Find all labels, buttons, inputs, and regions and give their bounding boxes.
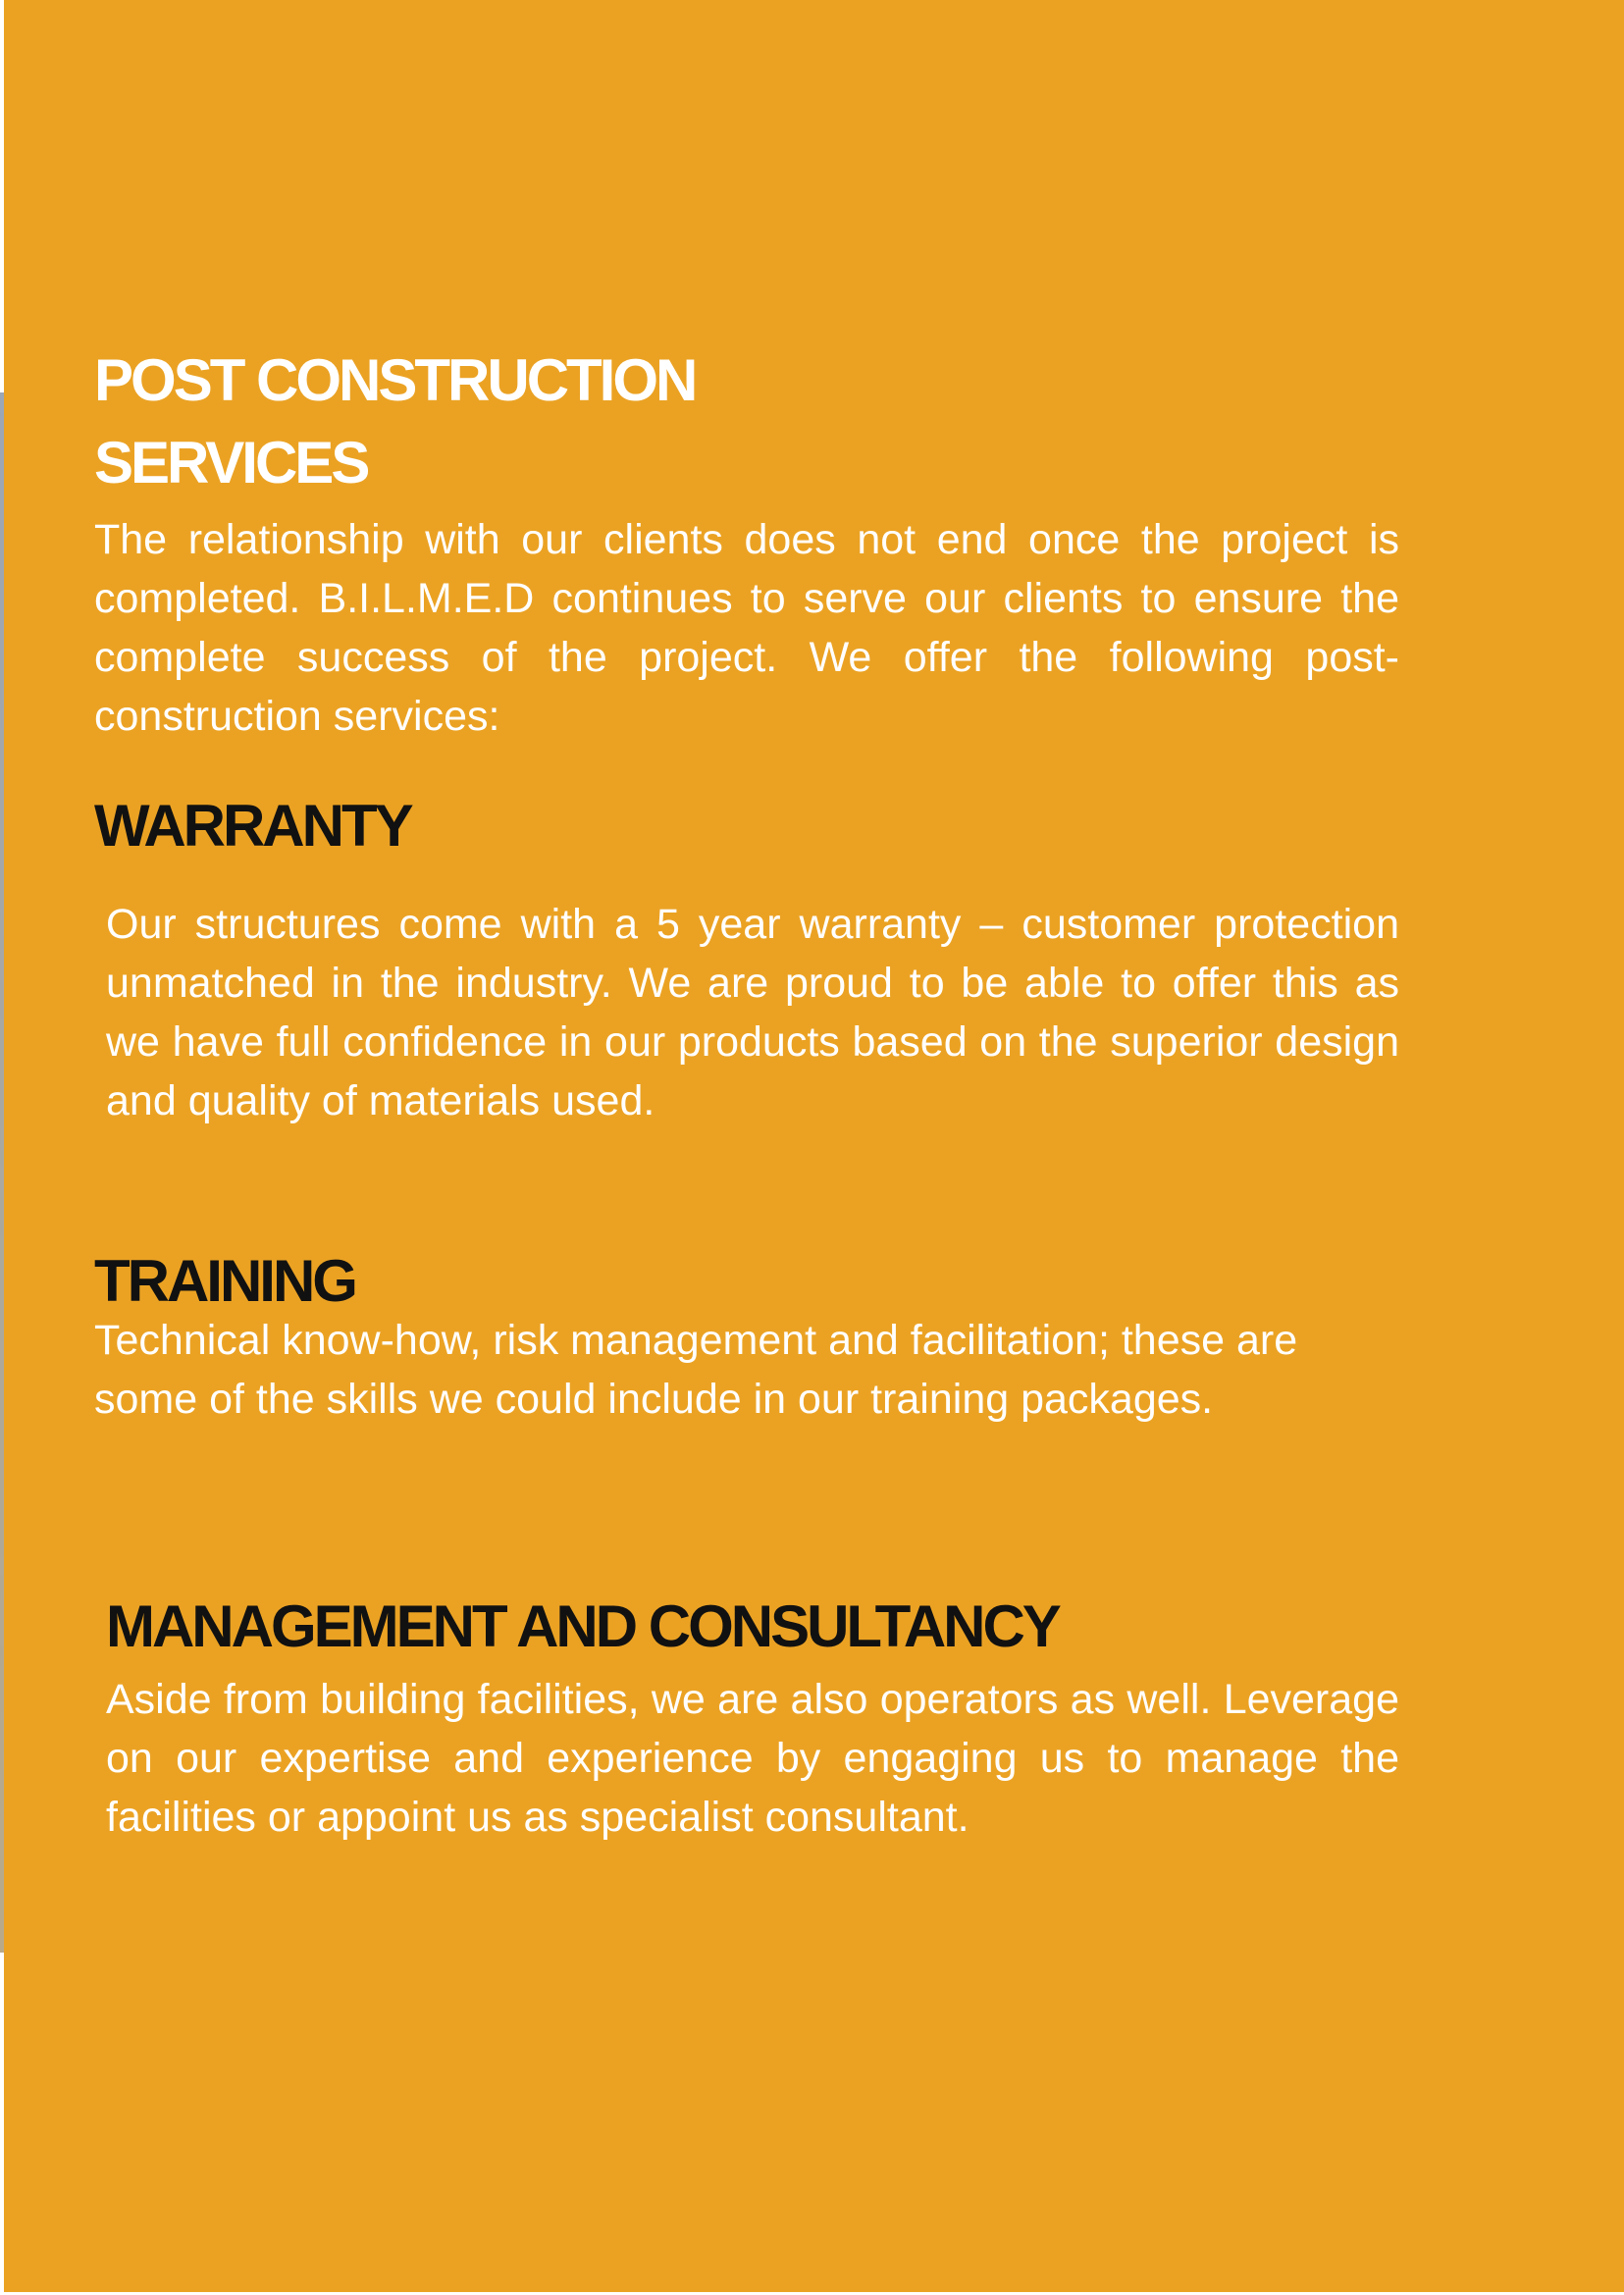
warranty-text: Our structures come with a 5 year warranty – customer protection unmatched in the industry. We are proud to be able to offer this as we have full confidence in our products based on the superior design and quality of materials used. — [106, 901, 1399, 1124]
post-construction-heading: POST CONSTRUCTION SERVICES — [94, 347, 696, 496]
training-heading: TRAINING — [94, 1248, 355, 1314]
training-text: Technical know-how, risk management and facilitation; these are some of the skills we could include in our training packages. — [94, 1317, 1298, 1423]
warranty-heading: WARRANTY — [94, 793, 411, 859]
management-consultancy-text: Aside from building facilities, we are also operators as well. Leverage on our expertise and experience by engaging us to manage the facilities or appoint us as specialist consultant. — [106, 1676, 1399, 1841]
brochure-page — [4, 0, 1624, 2292]
management-consultancy-heading: MANAGEMENT AND CONSULTANCY — [106, 1593, 1059, 1659]
post-construction-intro: The relationship with our clients does not end once the project is completed. B.I.L.M.E.D continues to serve our clients to ensure the complete success of the project. We offer the following post-construction services: — [94, 516, 1399, 740]
